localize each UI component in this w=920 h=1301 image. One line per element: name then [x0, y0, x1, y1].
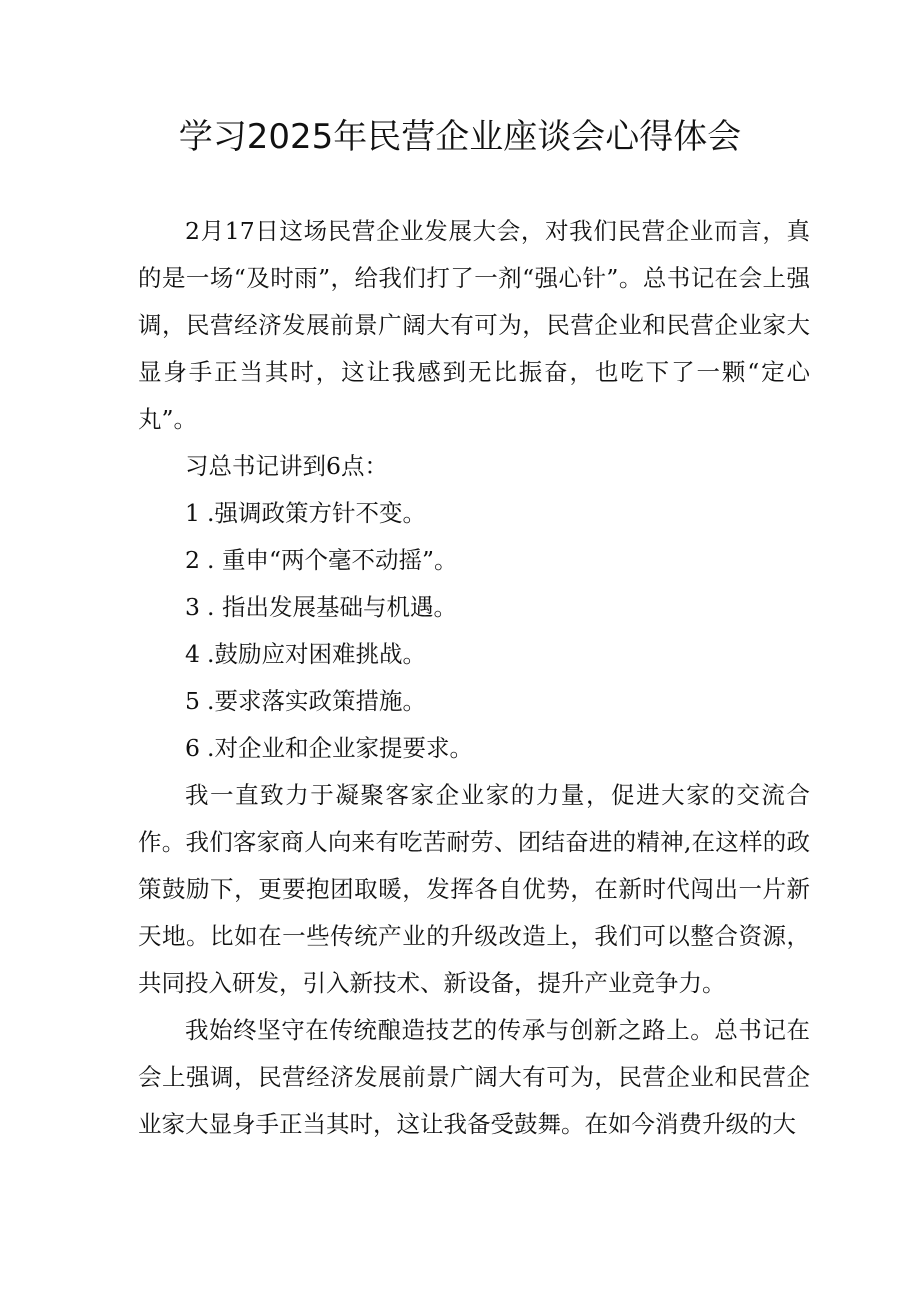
list-item-number: 3	[185, 593, 200, 621]
list-item-text: .强调政策方针不变。	[207, 499, 426, 527]
list-item-number: 6	[185, 734, 200, 762]
list-item-text: .对企业和企业家提要求。	[207, 734, 473, 762]
list-item-text: .要求落实政策措施。	[207, 687, 426, 715]
paragraph-hakka-entrepreneurs: 我一直致力于凝聚客家企业家的力量，促进大家的交流合作。我们客家商人向来有吃苦耐劳、团结奋进的精神,在这样的政策鼓励下，更要抱团取暖，发挥各自优势，在新时代闯出一片新天地。比如在一些传统产业的升级改造上，我们可以整合资源，共同投入研发，引入新技术、新设备，提升产业竞争力。	[138, 781, 810, 997]
intro-paragraph: 2月17日这场民营企业发展大会，对我们民营企业而言，真的是一场“及时雨”，给我们打了一剂“强心针”。总书记在会上强调，民营经济发展前景广阔大有可为，民营企业和民营企业家大显身手正当其时，这让我感到无比振奋，也吃下了一颗“定心丸”。	[138, 217, 810, 433]
list-item	[138, 584, 810, 631]
document-title: 学习2025年民营企业座谈会心得体会	[178, 117, 742, 157]
list-item	[138, 725, 810, 772]
paragraph-brewing-tradition: 我始终坚守在传统酿造技艺的传承与创新之路上。总书记在会上强调，民营经济发展前景广阔大有可为，民营企业和民营企业家大显身手正当其时，这让我备受鼓舞。在如今消费升级的大	[138, 1016, 810, 1138]
points-intro: 习总书记讲到6点：	[185, 452, 388, 480]
document-body	[138, 208, 810, 1148]
list-item	[138, 631, 810, 678]
list-item-number: 1	[185, 499, 200, 527]
list-item-text: . 重申“两个毫不动摇”。	[207, 546, 458, 574]
list-item	[138, 490, 810, 537]
list-item	[138, 537, 810, 584]
list-item-number: 5	[185, 687, 200, 715]
list-item-number: 4	[185, 640, 200, 668]
list-item-text: . 指出发展基础与机遇。	[207, 593, 457, 621]
list-item-text: .鼓励应对困难挑战。	[207, 640, 426, 668]
list-item	[138, 678, 810, 725]
list-item-number: 2	[185, 546, 200, 574]
